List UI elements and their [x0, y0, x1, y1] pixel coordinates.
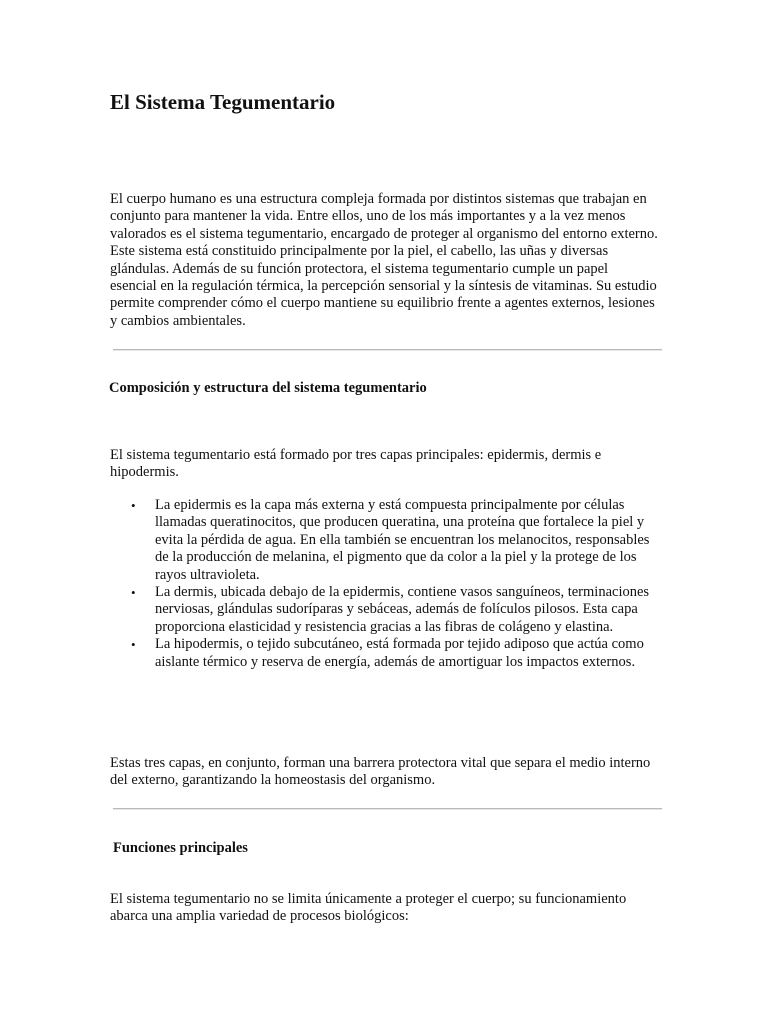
functions-heading: Funciones principales	[113, 840, 248, 856]
composition-heading: Composición y estructura del sistema tegumentario	[109, 380, 427, 396]
list-item-epidermis: • La epidermis es la capa más externa y está compuesta principalmente por células llamadas queratinocitos, que producen queratina, una proteína que fortalece la piel y evita la pérdida de agua. En ella también se encuentran los melanocitos, responsables de la producción de melanina, el pigmento que da color a la piel y la protege de los rayos ultravioleta.	[155, 497, 655, 584]
functions-lead-paragraph: El sistema tegumentario no se limita únicamente a proteger el cuerpo; su funcionamiento abarca una amplia variedad de procesos biológicos:	[110, 891, 627, 925]
composition-lead-paragraph: El sistema tegumentario está formado por tres capas principales: epidermis, dermis e hipodermis.	[110, 447, 602, 481]
document-title: El Sistema Tegumentario	[110, 90, 336, 114]
section-divider	[113, 808, 662, 810]
list-item-dermis: • La dermis, ubicada debajo de la epidermis, contiene vasos sanguíneos, terminaciones nerviosas, glándulas sudoríparas y sebáceas, además de folículos pilosos. Esta capa proporciona elasticidad y resistencia gracias a las fibras de colágeno y elastina.	[155, 584, 655, 636]
section-divider	[113, 349, 662, 351]
layers-bullet-list	[155, 497, 655, 671]
list-item-hypodermis: • La hipodermis, o tejido subcutáneo, está formada por tejido adiposo que actúa como aislante térmico y reserva de energía, además de amortiguar los impactos externos.	[155, 636, 655, 671]
intro-paragraph: El cuerpo humano es una estructura compleja formada por distintos sistemas que trabajan en conjunto para mantener la vida. Entre ellos, uno de los más importantes y a la vez menos valorados es el sistema tegumentario, encargado de proteger al organismo del entorno externo. Este sistema está constituido principalmente por la piel, el cabello, las uñas y diversas glándulas. Además de su función protectora, el sistema tegumentario cumple un papel esencial en la regulación térmica, la percepción sensorial y la síntesis de vitaminas. Su estudio permite comprender cómo el cuerpo mantiene su equilibrio frente a agentes externos, lesiones y cambios ambientales.	[110, 191, 658, 329]
composition-closing-paragraph: Estas tres capas, en conjunto, forman una barrera protectora vital que separa el medio interno del externo, garantizando la homeostasis del organismo.	[110, 755, 651, 789]
